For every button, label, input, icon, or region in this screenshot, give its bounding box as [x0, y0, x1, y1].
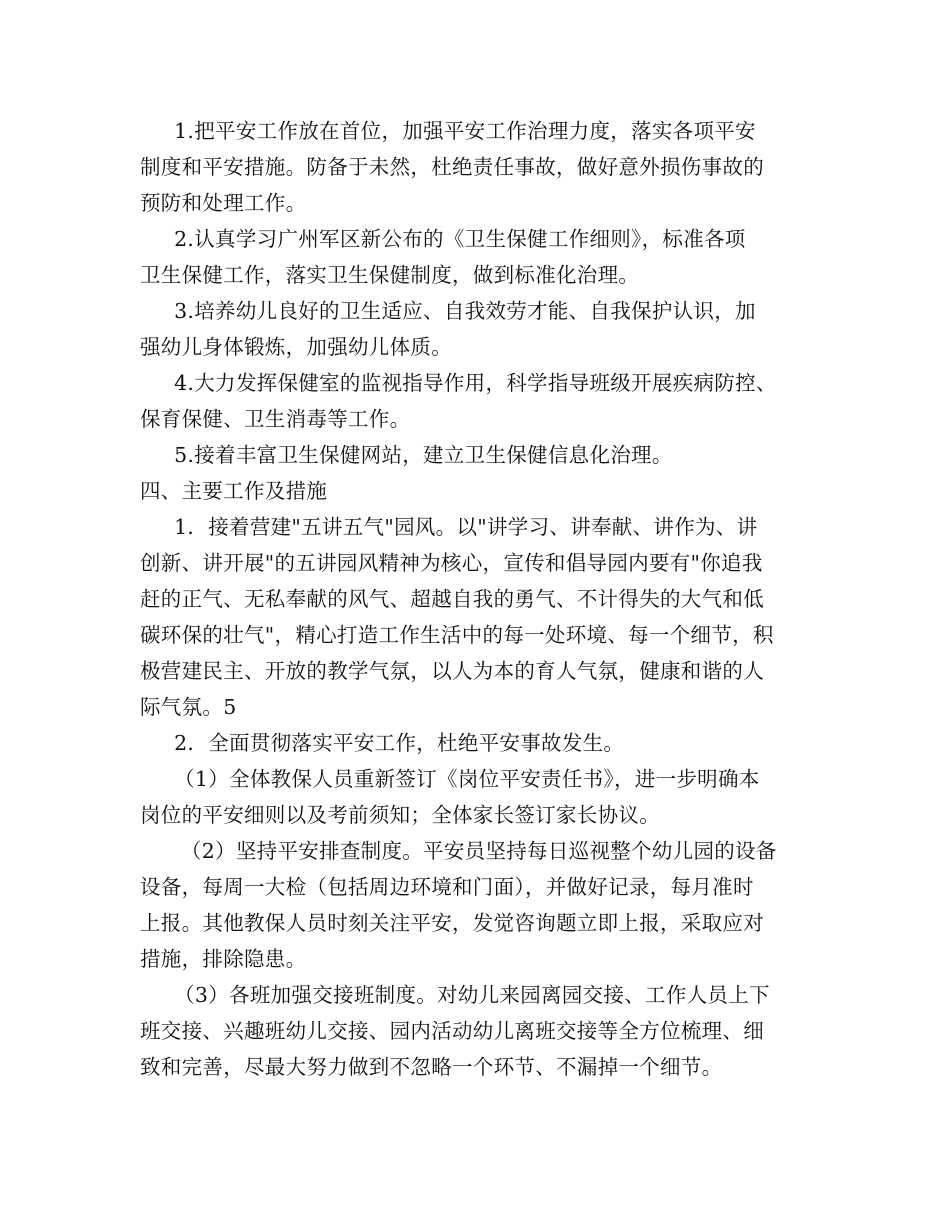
- text-line: 2．全面贯彻落实平安工作，杜绝平安事故发生。: [140, 731, 625, 755]
- text-line: 制度和平安措施。防备于未然，杜绝责任事故，做好意外损伤事故的: [140, 155, 764, 179]
- text-line: 上报。其他教保人员时刻关注平安，发觉咨询题立即上报，采取应对: [140, 911, 764, 935]
- text-line: 1.把平安工作放在首位，加强平安工作治理力度，落实各项平安: [140, 119, 756, 143]
- text-line: 碳环保的壮气"，精心打造工作生活中的每一处环境、每一个细节，积: [140, 623, 774, 647]
- text-line: 岗位的平安细则以及考前须知；全体家长签订家长协议。: [140, 803, 660, 827]
- text-line: 2.认真学习广州军区新公布的《卫生保健工作细则》，标准各项: [140, 227, 746, 251]
- text-line: （1）全体教保人员重新签订《岗位平安责任书》，进一步明确本: [140, 767, 760, 791]
- text-line: 5.接着丰富卫生保健网站，建立卫生保健信息化治理。: [140, 443, 673, 467]
- text-line: 际气氛。5: [140, 695, 237, 719]
- text-line: 卫生保健工作，落实卫生保健制度，做到标准化治理。: [140, 263, 640, 287]
- text-line: 致和完善，尽最大努力做到不忽略一个环节、不漏掉一个细节。: [140, 1055, 723, 1079]
- text-line: 极营建民主、开放的教学气氛，以人为本的育人气氛，健康和谐的人: [140, 659, 764, 683]
- text-line: （3）各班加强交接班制度。对幼儿来园离园交接、工作人员上下: [140, 983, 770, 1007]
- text-line: 赶的正气、无私奉献的风气、超越自我的勇气、不计得失的大气和低: [140, 587, 764, 611]
- text-line: 4.大力发挥保健室的监视指导作用，科学指导班级开展疾病防控、: [140, 371, 777, 395]
- section-heading: 四、主要工作及措施: [140, 479, 328, 503]
- text-line: 创新、讲开展"的五讲园风精神为核心，宣传和倡导园内要有"你追我: [140, 551, 763, 575]
- text-line: 设备，每周一大检（包括周边环境和门面），并做好记录，每月准时: [140, 875, 754, 899]
- text-line: 班交接、兴趣班幼儿交接、园内活动幼儿离班交接等全方位梳理、细: [140, 1019, 764, 1043]
- text-line: 3.培养幼儿良好的卫生适应、自我效劳才能、自我保护认识，加: [140, 299, 756, 323]
- text-line: 1．接着营建"五讲五气"园风。以"讲学习、讲奉献、讲作为、讲: [140, 515, 758, 539]
- text-line: 预防和处理工作。: [140, 191, 307, 215]
- text-line: （2）坚持平安排查制度。平安员坚持每日巡视整个幼儿园的设备: [140, 839, 777, 863]
- text-line: 措施，排除隐患。: [140, 947, 307, 971]
- text-line: 强幼儿身体锻炼，加强幼儿体质。: [140, 335, 452, 359]
- text-line: 保育保健、卫生消毒等工作。: [140, 407, 411, 431]
